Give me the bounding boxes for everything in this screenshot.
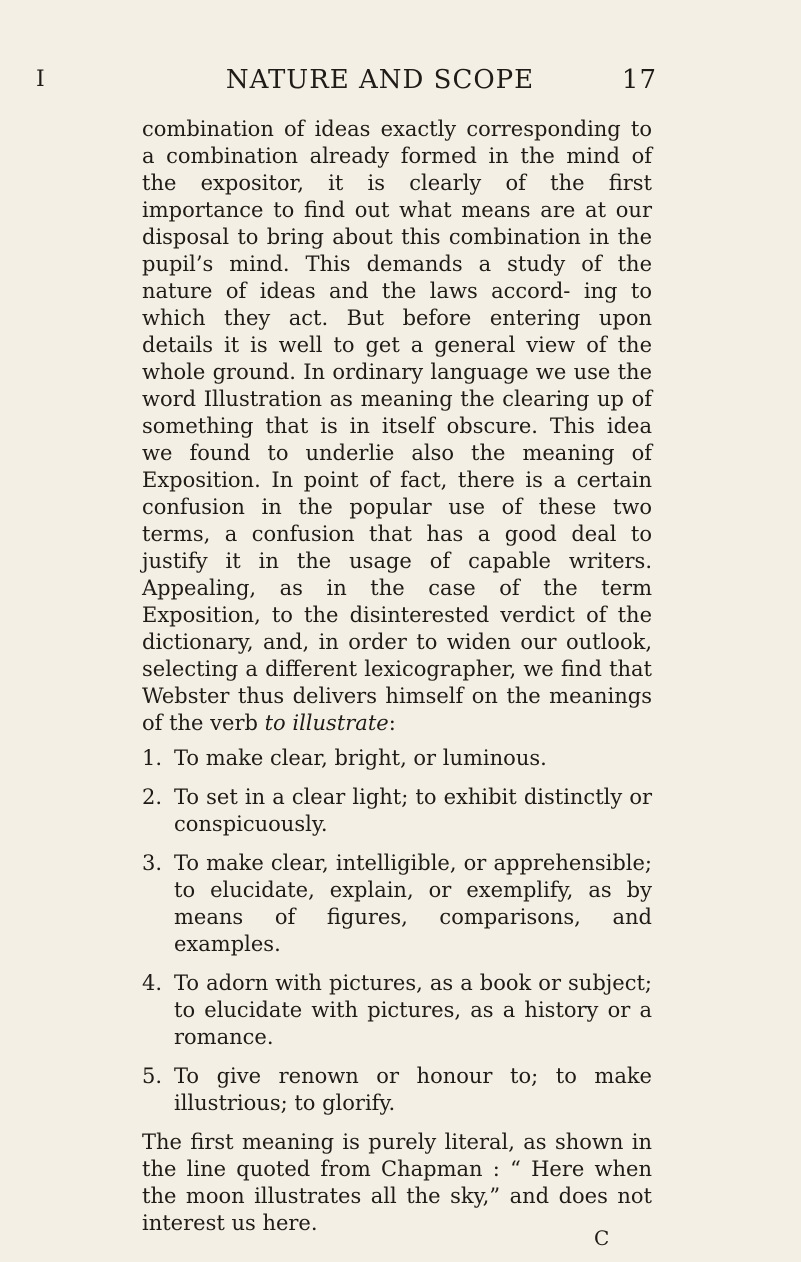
definition-item (142, 850, 652, 958)
paragraph-1-end: : (388, 711, 396, 735)
paragraph-1-emphasis: to illustrate (264, 711, 389, 735)
definition-item (142, 745, 652, 772)
definition-text: To make clear, bright, or luminous. (174, 746, 547, 770)
definition-item (142, 784, 652, 838)
running-head (0, 62, 801, 98)
paragraph-2: The first meaning is purely literal, as shown in the line quoted from Chapman : “ Here when the moon illustrates all the sky,” and does not interest us here. (142, 1130, 652, 1235)
definition-item (142, 1063, 652, 1117)
definition-item (142, 970, 652, 1051)
paragraph-1-text: combination of ideas exactly corresponding to a combination already formed in the mind of the expositor, it is clearly of the first importance to find out what means are at our disposal to bring about this combination in the pupil’s mind. This demands a study of the nature of ideas and the laws accord- ing to which they act. But before entering upon details it is well to get a general view of the whole ground. In ordinary language we use the word Illustration as meaning the clearing up of something that is in itself obscure. This idea we found to underlie also the meaning of Exposition. In point of fact, there is a certain confusion in the popular use of these two terms, a confusion that has a good deal to justify it in the usage of capable writers. Appealing, as in the case of the term Exposition, to the disinterested verdict of the dictionary, and, in order to widen our outlook, selecting a different lexicographer, we find that Webster thus delivers himself on the meanings of the verb (142, 117, 652, 735)
definition-number: 5. (142, 1064, 163, 1088)
definition-number: 2. (142, 785, 163, 809)
definition-number: 1. (142, 746, 163, 770)
definition-list (142, 745, 652, 1117)
definition-text: To set in a clear light; to exhibit distinctly or conspicuously. (174, 785, 652, 836)
definition-text: To give renown or honour to; to make illustrious; to glorify. (174, 1064, 652, 1115)
body-text (142, 116, 652, 1237)
definition-text: To make clear, intelligible, or apprehensible; to elucidate, explain, or exemplify, as by means of figures, comparisons, and examples. (174, 851, 652, 956)
definition-number: 4. (142, 971, 163, 995)
paragraph-1 (142, 116, 652, 737)
definition-text: To adorn with pictures, as a book or subject; to elucidate with pictures, as a history or a romance. (174, 971, 652, 1049)
running-head-title: NATURE AND SCOPE (225, 65, 535, 95)
definition-number: 3. (142, 851, 163, 875)
chapter-number: I (36, 67, 46, 92)
signature-mark: C (594, 1226, 610, 1250)
page-number: 17 (621, 65, 657, 95)
